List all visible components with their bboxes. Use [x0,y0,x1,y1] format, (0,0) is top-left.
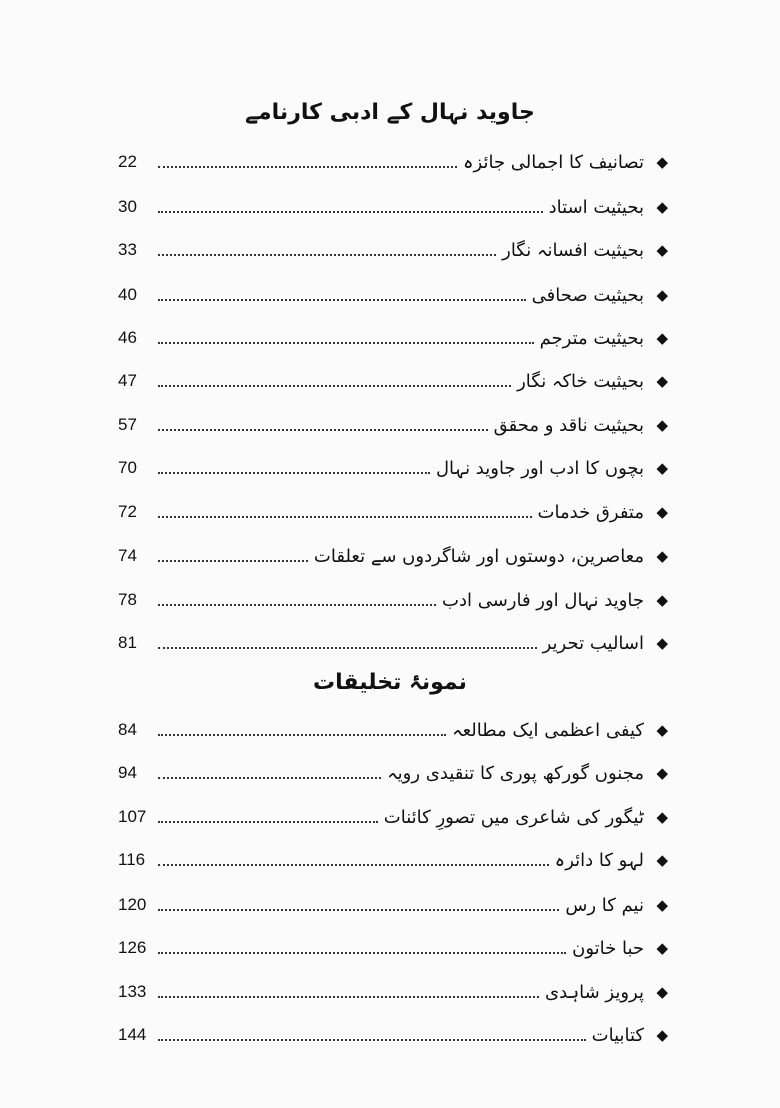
black-diamond-icon: ◆ [656,1026,668,1044]
toc-entry[interactable] [118,977,668,1007]
black-diamond-icon: ◆ [656,547,668,565]
page-number: 84 [118,720,137,739]
dot-leader [158,516,532,518]
toc-entry[interactable] [118,890,668,920]
entry-title: پرویز شاہدی [545,981,644,1003]
black-diamond-icon: ◆ [656,416,668,434]
black-diamond-icon: ◆ [656,808,668,826]
black-diamond-icon: ◆ [656,329,668,347]
dot-leader [158,166,457,168]
toc-entry[interactable] [118,933,668,963]
dot-leader [158,864,549,866]
dot-leader [158,560,308,562]
dot-leader [158,211,543,213]
page-number: 107 [118,807,147,826]
page-number: 70 [118,458,137,477]
black-diamond-icon: ◆ [656,896,668,914]
toc-entry[interactable] [118,715,668,745]
page-number: 57 [118,415,137,434]
page-number: 81 [118,633,137,652]
section-heading: جاوید نہال کے ادبی کارنامے [245,100,535,125]
entry-title: تصانیف کا اجمالی جائزہ [462,151,644,173]
dot-leader [158,429,488,431]
entry-title: بچوں کا ادب اور جاوید نہال [435,457,644,479]
page-number: 78 [118,590,137,609]
dot-leader [158,385,511,387]
black-diamond-icon: ◆ [656,198,668,216]
dot-leader [158,299,526,301]
page-number: 30 [118,197,137,216]
toc-entry[interactable] [118,1020,668,1050]
entry-title: بحیثیت استاد [548,196,644,218]
dot-leader [158,604,436,606]
black-diamond-icon: ◆ [656,939,668,957]
entry-title: مجنوں گورکھ پوری کا تنقیدی رویہ [387,762,644,784]
page-number: 116 [118,850,146,869]
toc-entry[interactable] [118,235,668,265]
entry-title: لہو کا دائرہ [554,849,644,871]
entry-title: بحیثیت خاکہ نگار [517,370,644,392]
toc-entry[interactable] [118,541,668,571]
entry-title: معاصرین، دوستوں اور شاگردوں سے تعلقات [313,545,644,567]
toc-entry[interactable] [118,192,668,222]
black-diamond-icon: ◆ [656,459,668,477]
entry-title: نیم کا رس [565,894,644,916]
dot-leader [158,821,378,823]
dot-leader [158,254,496,256]
page-number: 47 [118,371,137,390]
page-number: 72 [118,502,137,521]
toc-entry[interactable] [118,628,668,658]
entry-title: جاوید نہال اور فارسی ادب [442,589,644,611]
toc-entry[interactable] [118,453,668,483]
page-number: 144 [118,1025,147,1044]
black-diamond-icon: ◆ [656,634,668,652]
dot-leader [158,952,566,954]
black-diamond-icon: ◆ [656,503,668,521]
page-number: 120 [118,895,147,914]
page-number: 40 [118,285,137,304]
toc-entry[interactable] [118,802,668,832]
entry-title: ٹیگور کی شاعری میں تصورِ کائنات [383,806,644,828]
page-number: 126 [118,938,147,957]
toc-entry[interactable] [118,366,668,396]
page-number: 46 [118,328,137,347]
entry-title: بحیثیت افسانہ نگار [502,239,644,261]
toc-entry[interactable] [118,585,668,615]
dot-leader [158,996,539,998]
dot-leader [158,647,537,649]
dot-leader [158,1039,586,1041]
entry-title: بحیثیت صحافی [531,284,644,306]
dot-leader [158,909,559,911]
entry-title: متفرق خدمات [537,501,644,523]
section-heading: نمونۂ تخلیقات [313,670,467,695]
entry-title: حبا خاتون [572,937,644,959]
black-diamond-icon: ◆ [656,241,668,259]
toc-entry[interactable] [118,147,668,177]
entry-title: بحیثیت ناقد و محقق [493,414,644,436]
toc-entry[interactable] [118,280,668,310]
entry-title: کتابیات [591,1024,644,1046]
black-diamond-icon: ◆ [656,286,668,304]
black-diamond-icon: ◆ [656,764,668,782]
page-number: 22 [118,152,137,171]
entry-title: کیفی اعظمی ایک مطالعہ [452,719,644,741]
black-diamond-icon: ◆ [656,372,668,390]
page-number: 94 [118,763,137,782]
toc-entry[interactable] [118,758,668,788]
dot-leader [158,342,534,344]
black-diamond-icon: ◆ [656,591,668,609]
toc-entry[interactable] [118,410,668,440]
entry-title: اسالیب تحریر [542,632,644,654]
black-diamond-icon: ◆ [656,153,668,171]
page-number: 133 [118,982,147,1001]
page-number: 33 [118,240,137,259]
black-diamond-icon: ◆ [656,851,668,869]
page-number: 74 [118,546,137,565]
black-diamond-icon: ◆ [656,721,668,739]
toc-entry[interactable] [118,845,668,875]
entry-title: بحیثیت مترجم [539,327,644,349]
dot-leader [158,734,446,736]
toc-entry[interactable] [118,323,668,353]
black-diamond-icon: ◆ [656,983,668,1001]
dot-leader [158,472,430,474]
dot-leader [158,777,381,779]
toc-entry[interactable] [118,497,668,527]
